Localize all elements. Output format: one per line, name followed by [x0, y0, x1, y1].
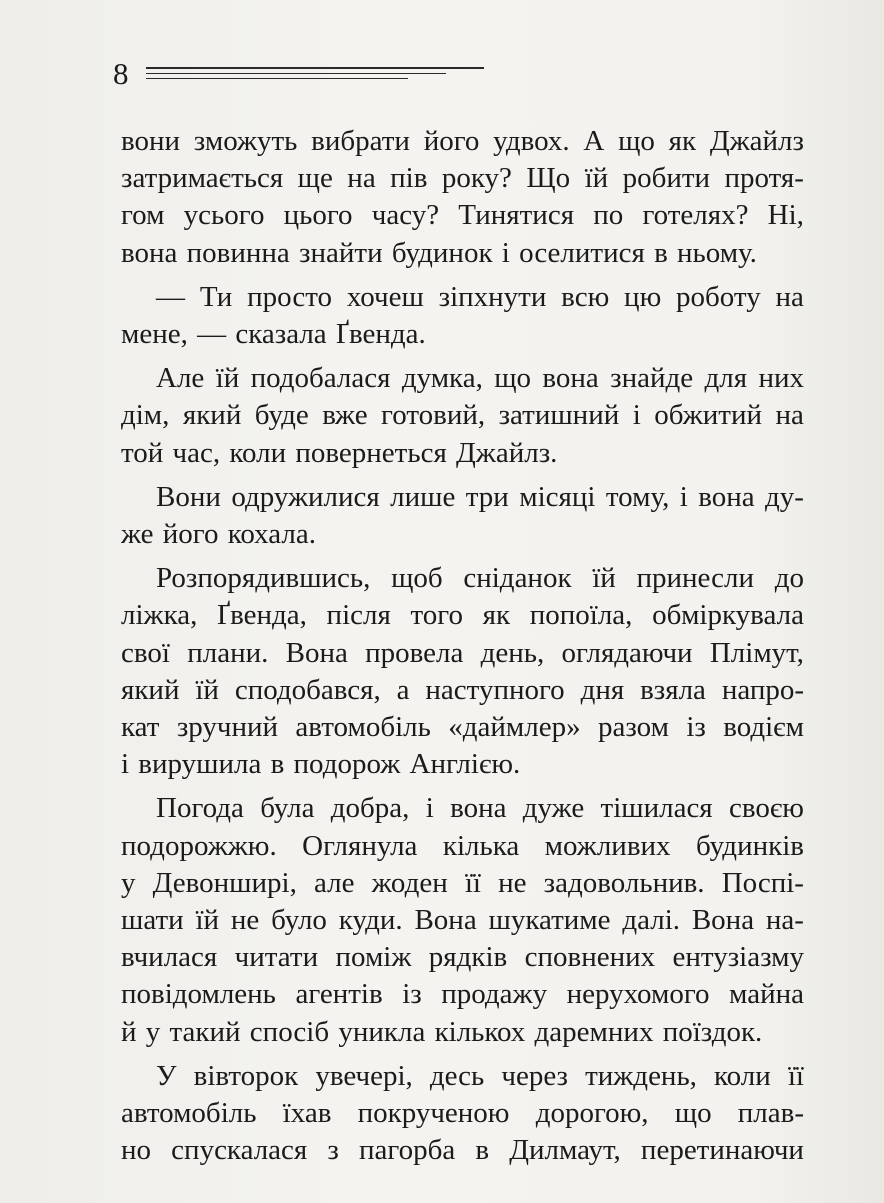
paragraph — [121, 790, 804, 1050]
text-line: но спускалася з пагорба в Дилмаут, перетинаючи — [121, 1134, 804, 1167]
paragraph-gap — [121, 783, 804, 790]
text-line: Вони одружилися лише три місяці тому, і вона ду- — [156, 480, 804, 513]
text-line: кат зручний автомобіль «даймлер» разом із водієм — [121, 711, 804, 744]
text-line: шати їй не було куди. Вона шукатиме далі. Вона на- — [121, 904, 804, 937]
text-line: і вирушила в подорож Англією. — [121, 748, 521, 781]
text-line: ліжка, Ґвенда, після того як попоїла, обміркувала — [121, 599, 804, 632]
text-line: гом усього цього часу? Тинятися по готелях? Ні, — [121, 199, 804, 232]
text-line: мене, — сказала Ґвенда. — [121, 318, 426, 351]
text-line: затримається ще на пів року? Що їй робити протя- — [121, 162, 804, 195]
paragraph-gap — [121, 472, 804, 479]
text-line: й у такий спосіб уникла кількох даремних поїздок. — [121, 1015, 763, 1048]
paragraph-gap — [121, 353, 804, 360]
text-line: Погода була добра, і вона дуже тішилася своєю — [156, 792, 804, 825]
text-line: свої плани. Вона провела день, оглядаючи Плімут, — [121, 636, 804, 669]
header-rule — [146, 67, 484, 69]
text-line: вчилася читати поміж рядків сповнених ентузіазму — [121, 941, 804, 974]
page-number: 8 — [113, 56, 129, 91]
text-line: У вівторок увечері, десь через тиждень, коли її — [156, 1059, 804, 1092]
text-line: — Ти просто хочеш зіпхнути всю цю роботу на — [156, 280, 804, 313]
paragraph — [121, 279, 804, 353]
text-line: вона повинна знайти будинок і оселитися в ньому. — [121, 236, 757, 269]
body-text — [121, 123, 804, 1169]
header-rule — [146, 73, 446, 74]
text-line: у Девонширі, але жоден її не задовольнив. Поспі- — [121, 866, 804, 899]
paragraph-gap — [121, 1051, 804, 1058]
text-line: вони зможуть вибрати його удвох. А що як Джайлз — [121, 125, 804, 157]
text-line: автомобіль їхав покрученою дорогою, що плав- — [121, 1097, 804, 1130]
paragraph — [121, 360, 804, 472]
text-line: який їй сподобався, а наступного дня взяла напро- — [121, 673, 804, 706]
text-line: же його кохала. — [121, 518, 316, 551]
paragraph — [121, 1058, 804, 1170]
paragraph-gap — [121, 553, 804, 560]
paragraph — [121, 479, 804, 553]
paragraph-gap — [121, 272, 804, 279]
text-line: дім, який буде вже готовий, затишний і обжитий на — [121, 399, 804, 432]
header-rule — [146, 78, 408, 79]
paragraph — [121, 560, 804, 783]
text-line: повідомлень агентів із продажу нерухомого майна — [121, 978, 804, 1011]
text-line: Але їй подобалася думка, що вона знайде для них — [156, 362, 804, 395]
text-line: той час, коли повернеться Джайлз. — [121, 436, 558, 469]
page-header — [113, 54, 493, 94]
text-line: подорожжю. Оглянула кілька можливих будинків — [121, 829, 804, 862]
paragraph — [121, 123, 804, 272]
text-line: Розпорядившись, щоб сніданок їй принесли до — [156, 562, 804, 595]
